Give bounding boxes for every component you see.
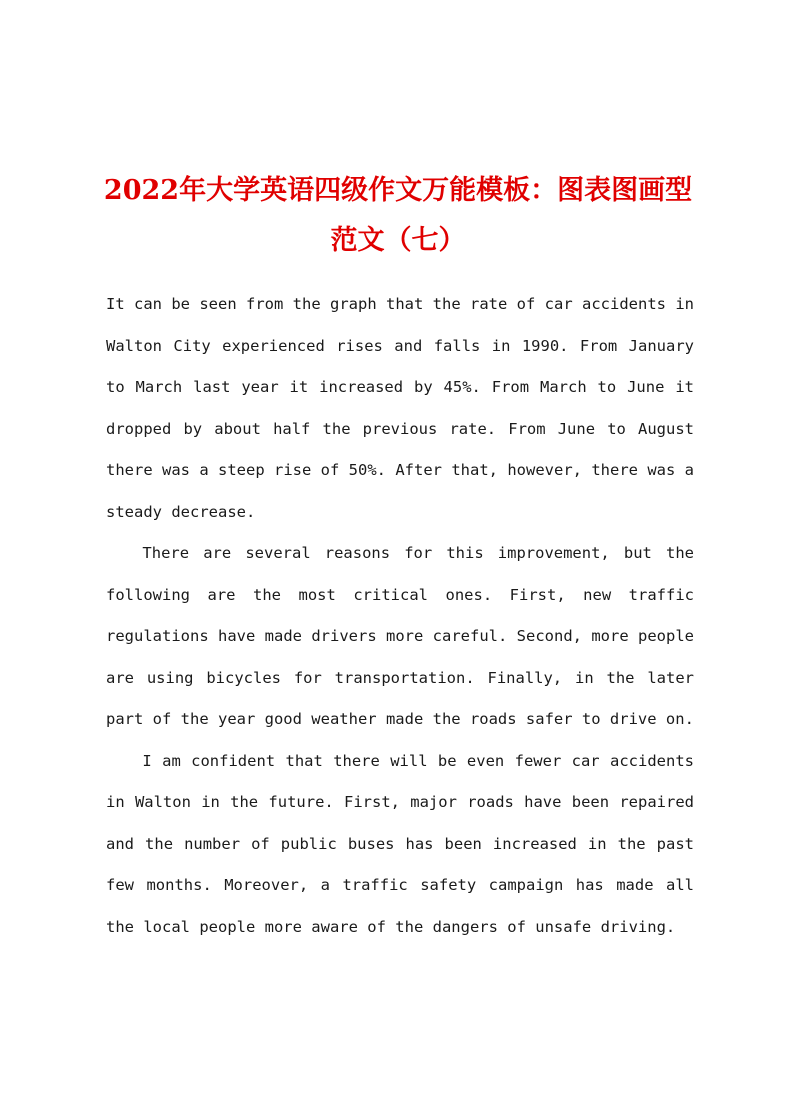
document-title: 2022年大学英语四级作文万能模板：图表图画型范文（七） — [103, 175, 693, 256]
paragraph-2: There are several reasons for this improvement, but the following are the most critical ones. First, new traffic regulations have made drivers more careful. Second, more people are using bicycles for transportation. Finally, in the later part of the year good weather made the roads safer to drive on. — [106, 544, 694, 728]
document-body — [106, 284, 694, 948]
paragraph-1: It can be seen from the graph that the rate of car accidents in Walton City experienced rises and falls in 1990. From January to March last year it increased by 45%. From March to June it dropped by about half the previous rate. From June to August there was a steep rise of 50%. After that, however, there was a steady decrease. — [106, 295, 694, 521]
paragraph-3: I am confident that there will be even fewer car accidents in Walton in the future. First, major roads have been repaired and the number of public buses has been increased in the past few months. Moreover, a traffic safety campaign has made all the local people more aware of the dangers of unsafe driving. — [106, 751, 694, 936]
